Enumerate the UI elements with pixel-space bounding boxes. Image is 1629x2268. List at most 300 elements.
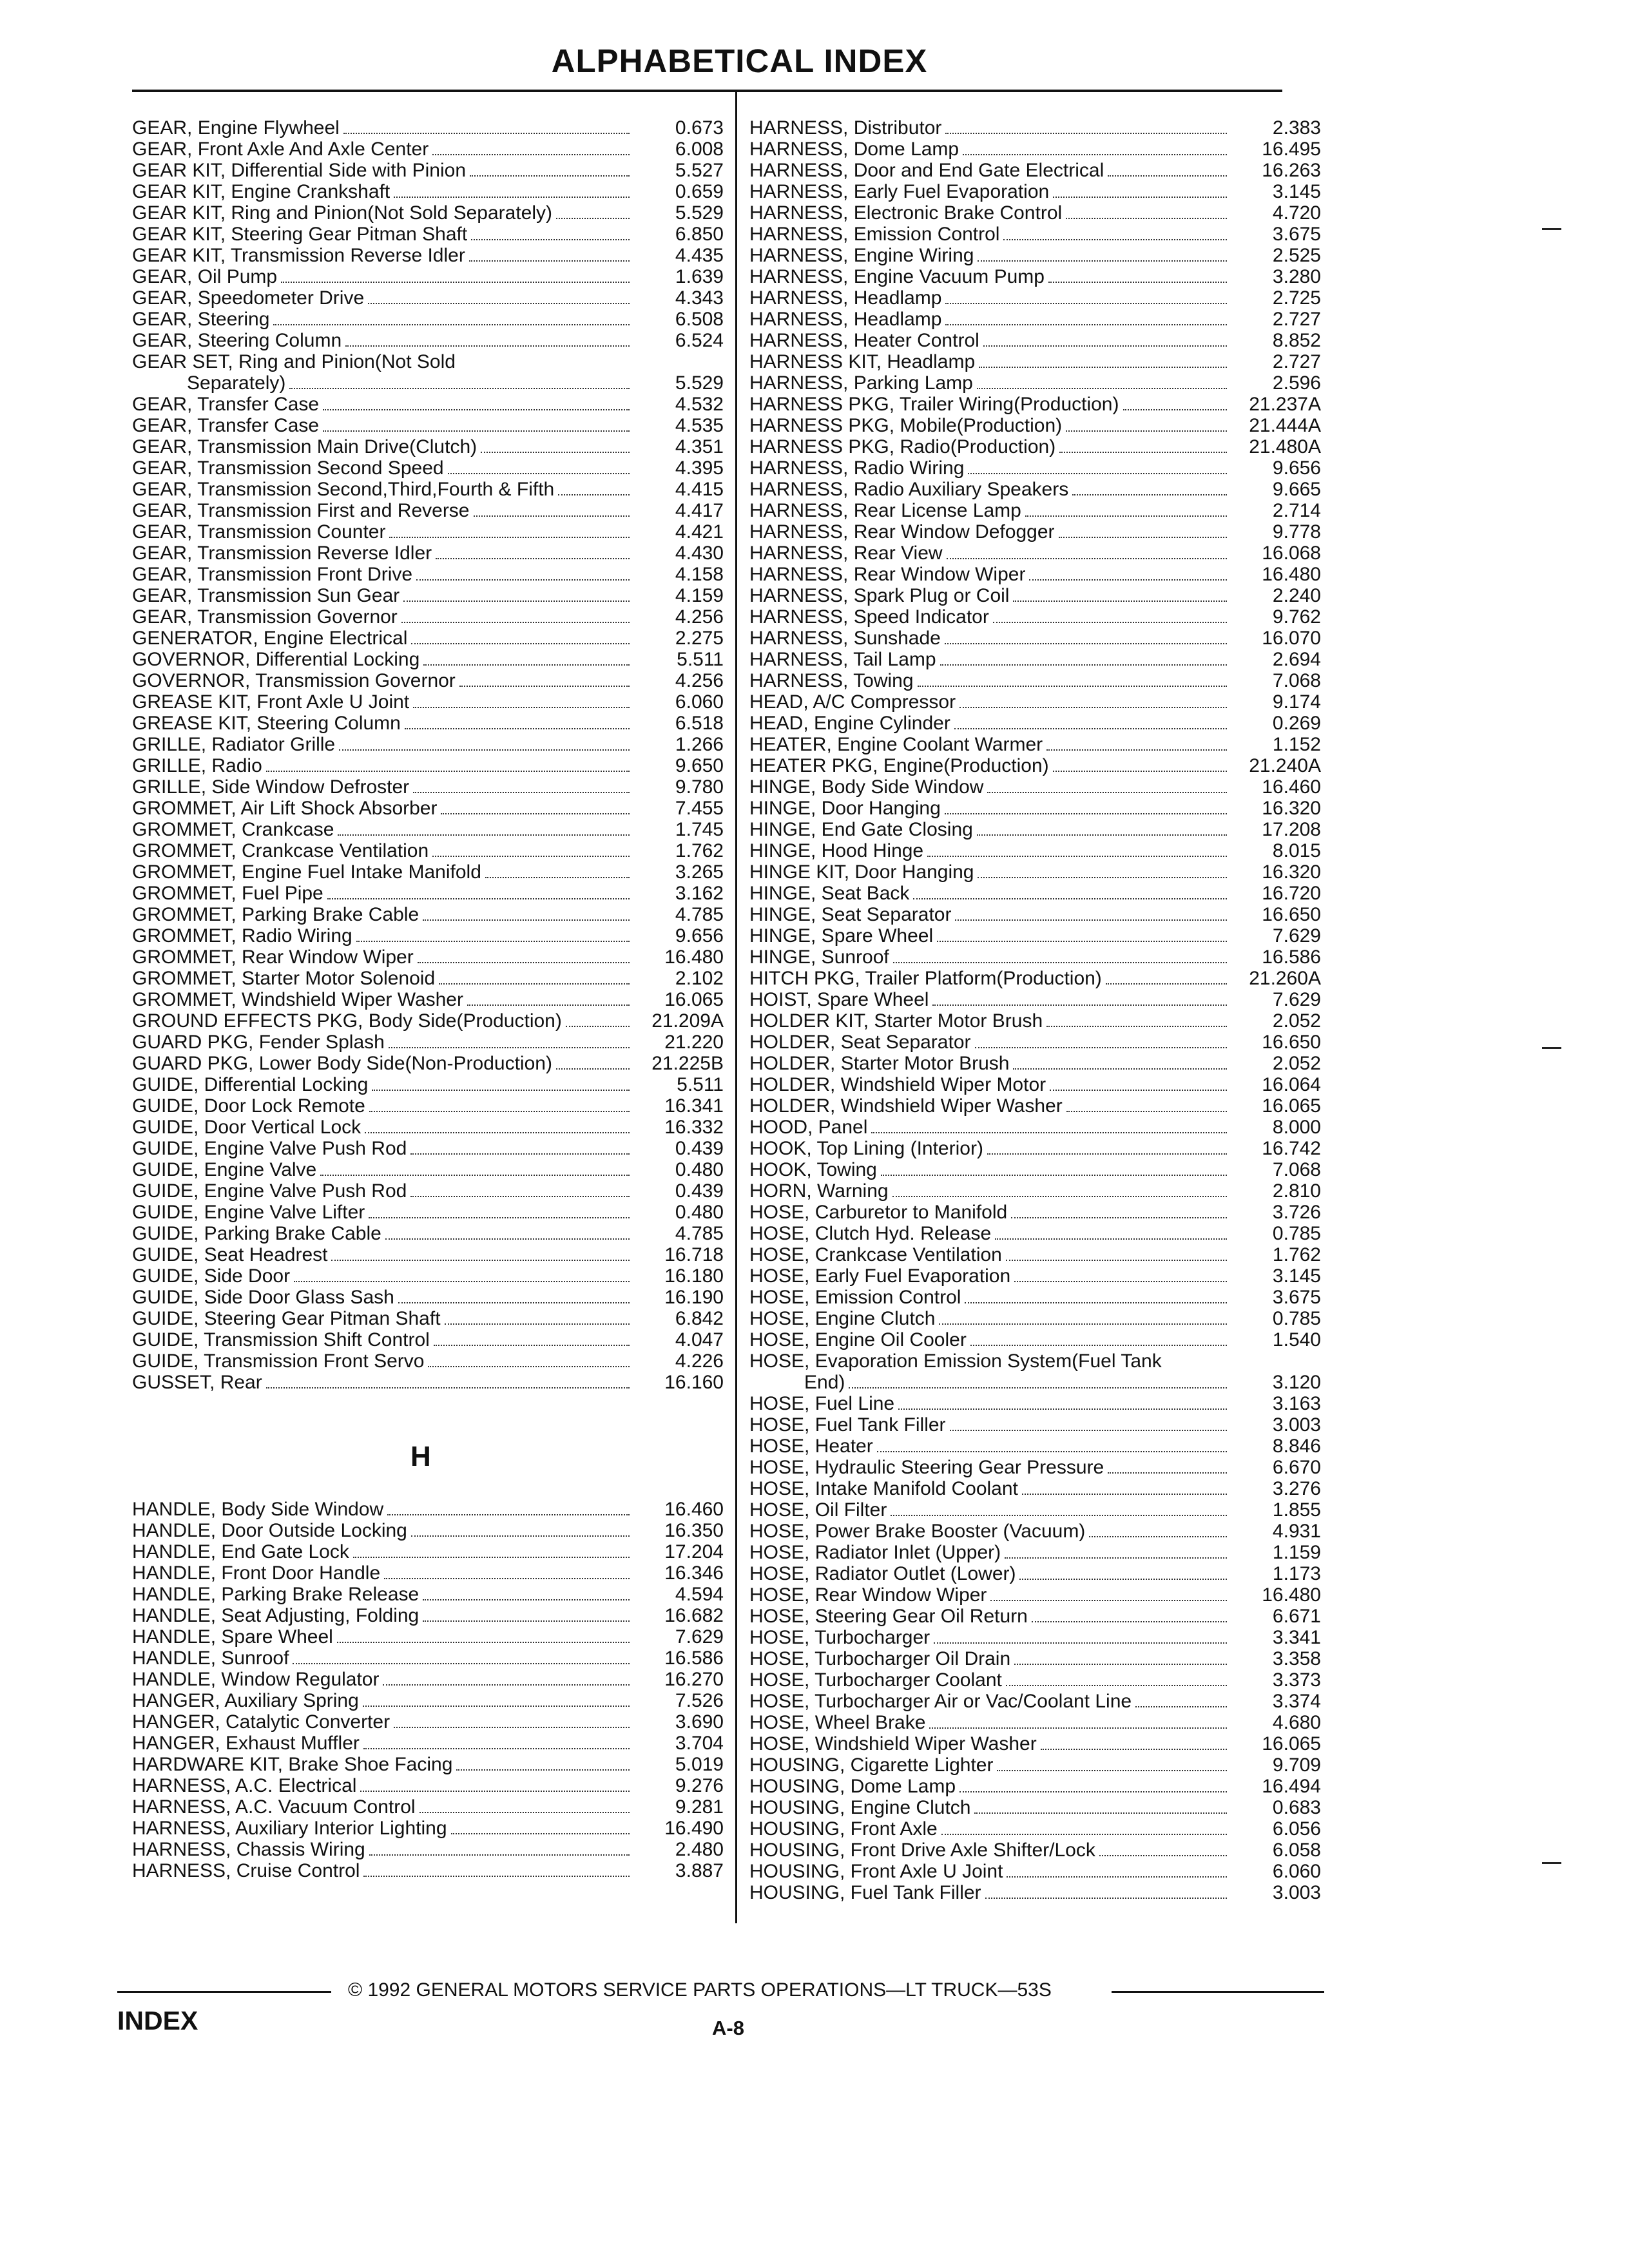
dot-leader (1066, 1111, 1227, 1112)
dot-leader (441, 813, 630, 814)
entry-page-number: 2.052 (1272, 1053, 1321, 1074)
entry-page-number: 5.529 (675, 202, 724, 224)
dot-leader (974, 1812, 1227, 1814)
entry-label: HARNESS, Radio Wiring (749, 457, 965, 479)
entry-label: HEAD, Engine Cylinder (749, 713, 950, 734)
entry-label: HARNESS, Cruise Control (132, 1860, 360, 1881)
entry-label: GUIDE, Seat Headrest (132, 1244, 328, 1265)
margin-tick-mark (1542, 1862, 1561, 1864)
dot-leader (1066, 218, 1227, 219)
dot-leader (293, 1663, 630, 1664)
entry-page-number: 0.480 (675, 1159, 724, 1180)
entry-label: HOSE, Power Brake Booster (Vacuum) (749, 1521, 1086, 1542)
entry-page-number: 2.694 (1272, 649, 1321, 670)
entry-label: HEATER PKG, Engine(Production) (749, 755, 1049, 776)
entry-label: HARNESS, Chassis Wiring (132, 1839, 365, 1860)
entry-label: HARNESS, A.C. Vacuum Control (132, 1796, 416, 1818)
dot-leader (1123, 409, 1228, 410)
entry-label: HANDLE, Door Outside Locking (132, 1520, 407, 1541)
dot-leader (405, 728, 630, 729)
dot-leader (365, 1132, 630, 1133)
index-entry (749, 564, 1321, 585)
index-entry (749, 117, 1321, 139)
entry-label: HARNESS, Distributor (749, 117, 942, 139)
index-entry (132, 287, 724, 309)
entry-label: GEAR, Transfer Case (132, 394, 320, 415)
entry-label: HINGE KIT, Door Hanging (749, 861, 974, 883)
entry-label: HINGE, Hood Hinge (749, 840, 924, 861)
entry-page-number: 9.780 (675, 776, 724, 798)
dot-leader (368, 303, 630, 304)
entry-label: GEAR, Steering Column (132, 330, 342, 351)
entry-label: GOVERNOR, Transmission Governor (132, 670, 456, 691)
dot-leader (416, 579, 630, 581)
entry-label: HARNESS, Engine Vacuum Pump (749, 266, 1045, 287)
dot-leader (266, 1387, 630, 1389)
index-entry (132, 309, 724, 330)
entry-page-number: 16.650 (1262, 904, 1321, 925)
entry-page-number: 2.727 (1272, 351, 1321, 372)
index-entry (132, 840, 724, 861)
index-entry (749, 755, 1321, 776)
entry-label: HOIST, Spare Wheel (749, 989, 929, 1010)
entry-page-number: 16.068 (1262, 543, 1321, 564)
dot-leader (339, 749, 630, 751)
dot-leader (995, 1238, 1227, 1240)
entry-page-number: 3.358 (1272, 1648, 1321, 1669)
entry-label: GREASE KIT, Steering Column (132, 713, 401, 734)
index-entry (132, 1839, 724, 1860)
index-entry (749, 1648, 1321, 1669)
dot-leader (385, 1238, 630, 1240)
dot-leader (977, 388, 1227, 389)
entry-label: GENERATOR, Engine Electrical (132, 628, 408, 649)
index-entry (749, 245, 1321, 266)
dot-leader (394, 1727, 630, 1728)
margin-tick-mark (1542, 1047, 1561, 1049)
entry-label: HINGE, Body Side Window (749, 776, 984, 798)
dot-leader (327, 898, 630, 899)
dot-leader (398, 1302, 630, 1303)
entry-page-number: 6.508 (675, 309, 724, 330)
entry-label: GUIDE, Transmission Shift Control (132, 1329, 430, 1350)
entry-page-number: 2.102 (675, 968, 724, 989)
entry-label: HARNESS, Radio Auxiliary Speakers (749, 479, 1069, 500)
entry-page-number: 8.015 (1272, 840, 1321, 861)
dot-leader (898, 1408, 1227, 1410)
entry-label: HOUSING, Cigarette Lighter (749, 1754, 994, 1776)
entry-label: HINGE, Door Hanging (749, 798, 941, 819)
entry-page-number: 16.494 (1262, 1776, 1321, 1797)
index-entry (749, 1095, 1321, 1117)
entry-page-number: 21.209A (651, 1010, 724, 1032)
entry-label: GROMMET, Crankcase (132, 819, 334, 840)
index-entry (749, 713, 1321, 734)
entry-page-number: 0.673 (675, 117, 724, 139)
index-entry (132, 1180, 724, 1202)
entry-page-number: 9.650 (675, 755, 724, 776)
dot-leader (955, 919, 1227, 921)
entry-label: HOLDER, Starter Motor Brush (749, 1053, 1010, 1074)
index-entry (749, 287, 1321, 309)
entry-page-number: 0.785 (1272, 1223, 1321, 1244)
dot-leader (877, 1451, 1227, 1452)
entry-label: HOSE, Oil Filter (749, 1499, 887, 1521)
entry-page-number: 3.003 (1272, 1414, 1321, 1436)
entry-page-number: 3.675 (1272, 224, 1321, 245)
entry-label: HARNESS PKG, Mobile(Production) (749, 415, 1063, 436)
dot-leader (1003, 239, 1227, 240)
entry-page-number: 16.650 (1262, 1032, 1321, 1053)
index-entry (132, 861, 724, 883)
dot-leader (977, 834, 1227, 836)
dot-leader (423, 919, 630, 921)
dot-leader (1072, 494, 1227, 495)
entry-label: HARNESS, Early Fuel Evaporation (749, 181, 1050, 202)
entry-page-number: 3.280 (1272, 266, 1321, 287)
entry-label: GUSSET, Rear (132, 1372, 262, 1393)
entry-page-number: 6.670 (1272, 1457, 1321, 1478)
entry-label: HOUSING, Dome Lamp (749, 1776, 956, 1797)
index-entry (132, 968, 724, 989)
index-entry (132, 628, 724, 649)
entry-page-number: 2.725 (1272, 287, 1321, 309)
entry-page-number: 4.256 (675, 670, 724, 691)
index-entry (749, 1223, 1321, 1244)
right-column (749, 117, 1321, 1903)
dot-leader (1014, 1281, 1227, 1282)
dot-leader (893, 962, 1227, 963)
entry-label: HOUSING, Engine Clutch (749, 1797, 971, 1818)
entry-page-number: 0.480 (675, 1202, 724, 1223)
entry-page-number: 2.240 (1272, 585, 1321, 606)
index-entry (132, 436, 724, 457)
index-entry (749, 606, 1321, 628)
entry-label: HOSE, Fuel Line (749, 1393, 895, 1414)
entry-label: HOUSING, Fuel Tank Filler (749, 1882, 981, 1903)
page-title: ALPHABETICAL INDEX (551, 43, 928, 79)
index-entry (132, 776, 724, 798)
index-entry (749, 925, 1321, 947)
entry-label: HANDLE, Parking Brake Release (132, 1584, 419, 1605)
entry-page-number: 7.068 (1272, 670, 1321, 691)
dot-leader (389, 537, 630, 538)
footer-section-label: INDEX (117, 2006, 198, 2035)
dot-leader (289, 388, 630, 389)
entry-label: GROMMET, Air Lift Shock Absorber (132, 798, 438, 819)
dot-leader (959, 707, 1227, 708)
entry-page-number: 7.068 (1272, 1159, 1321, 1180)
entry-page-number: 16.190 (664, 1287, 724, 1308)
entry-page-number: 1.762 (1272, 1244, 1321, 1265)
entry-page-number: 1.639 (675, 266, 724, 287)
dot-leader (360, 1791, 630, 1792)
dot-leader (389, 1047, 630, 1048)
dot-leader (413, 792, 630, 793)
entry-page-number: 16.586 (664, 1648, 724, 1669)
index-entry (132, 585, 724, 606)
index-entry (132, 564, 724, 585)
index-entry (749, 309, 1321, 330)
dot-leader (273, 324, 630, 325)
entry-label: HARNESS, Emission Control (749, 224, 1000, 245)
index-entry (132, 1287, 724, 1308)
entry-label: GROMMET, Parking Brake Cable (132, 904, 419, 925)
entry-label: HARNESS, Engine Wiring (749, 245, 974, 266)
entry-page-number: 9.174 (1272, 691, 1321, 713)
index-entry (132, 691, 724, 713)
entry-page-number: 7.629 (1272, 989, 1321, 1010)
index-entry (749, 1754, 1321, 1776)
entry-label: GEAR, Transmission Counter (132, 521, 386, 543)
dot-leader (1048, 282, 1227, 283)
index-entry (749, 1499, 1321, 1521)
dot-leader (451, 1833, 630, 1834)
entry-label: HOSE, Evaporation Emission System(Fuel Tank (749, 1350, 1162, 1372)
index-entry (749, 479, 1321, 500)
index-entry (749, 1818, 1321, 1840)
index-entry (132, 670, 724, 691)
entry-page-number: 1.152 (1272, 734, 1321, 755)
index-entry (749, 457, 1321, 479)
index-entry (749, 1478, 1321, 1499)
index-entry (132, 1372, 724, 1393)
entry-label: HARNESS, Headlamp (749, 287, 942, 309)
dot-leader (940, 664, 1227, 666)
entry-label: HINGE, Sunroof (749, 947, 889, 968)
entry-label: GUIDE, Door Lock Remote (132, 1095, 365, 1117)
index-entry (132, 734, 724, 755)
dot-leader (337, 1642, 630, 1643)
entry-page-number: 5.019 (675, 1754, 724, 1775)
index-entry (749, 1202, 1321, 1223)
index-entry (749, 500, 1321, 521)
dot-leader (448, 473, 630, 474)
index-entry (132, 1648, 724, 1669)
entry-label: GEAR, Oil Pump (132, 266, 278, 287)
dot-leader (323, 430, 630, 432)
entry-page-number: 16.742 (1262, 1138, 1321, 1159)
dot-leader (471, 239, 630, 240)
index-entry (749, 181, 1321, 202)
dot-leader (1050, 1090, 1227, 1091)
entry-page-number: 3.265 (675, 861, 724, 883)
index-entry (749, 861, 1321, 883)
index-entry (749, 1393, 1321, 1414)
index-entry (132, 1223, 724, 1244)
entry-page-number: 3.145 (1272, 1265, 1321, 1287)
dot-leader (983, 345, 1227, 347)
entry-label: GUIDE, Steering Gear Pitman Shaft (132, 1308, 441, 1329)
index-entry (749, 1287, 1321, 1308)
h-entry-list (132, 1499, 724, 1881)
entry-label: HOLDER KIT, Starter Motor Brush (749, 1010, 1043, 1032)
index-entry (132, 117, 724, 139)
entry-page-number: 3.162 (675, 883, 724, 904)
entry-page-number: 2.714 (1272, 500, 1321, 521)
entry-page-number: 16.480 (1262, 1584, 1321, 1606)
entry-page-number: 21.444A (1249, 415, 1321, 436)
entry-label: HINGE, Seat Separator (749, 904, 952, 925)
index-entry (132, 1541, 724, 1562)
entry-page-number: 16.682 (664, 1605, 724, 1626)
dot-leader (331, 1260, 630, 1261)
index-entry (749, 798, 1321, 819)
entry-label: GROUND EFFECTS PKG, Body Side(Production) (132, 1010, 562, 1032)
entry-label: GEAR, Transmission Second Speed (132, 457, 444, 479)
dot-leader (403, 601, 630, 602)
index-entry (749, 904, 1321, 925)
index-entry (749, 436, 1321, 457)
dot-leader (445, 1323, 630, 1325)
entry-page-number: 16.065 (664, 989, 724, 1010)
entry-label: GEAR, Speedometer Drive (132, 287, 365, 309)
entry-page-number: 16.720 (1262, 883, 1321, 904)
entry-page-number: 16.490 (664, 1818, 724, 1839)
entry-label: GROMMET, Rear Window Wiper (132, 947, 414, 968)
index-entry (749, 1308, 1321, 1329)
dot-leader (892, 1196, 1227, 1197)
entry-label: HARNESS, Electronic Brake Control (749, 202, 1063, 224)
dot-leader (469, 260, 630, 262)
entry-page-number: 8.846 (1272, 1436, 1321, 1457)
entry-label: HARNESS, Sunshade (749, 628, 941, 649)
index-entry (749, 1797, 1321, 1818)
index-entry (749, 1180, 1321, 1202)
index-entry (749, 1627, 1321, 1648)
dot-leader (1099, 1855, 1227, 1856)
entry-page-number: 4.785 (675, 1223, 724, 1244)
index-entry (132, 1032, 724, 1053)
section-gap (132, 1393, 724, 1414)
entry-page-number: 1.159 (1272, 1542, 1321, 1563)
index-entry (132, 181, 724, 202)
entry-page-number: 16.065 (1262, 1095, 1321, 1117)
index-entry (132, 1499, 724, 1520)
dot-leader (963, 154, 1227, 155)
dot-leader (1019, 1579, 1227, 1580)
entry-page-number: 0.439 (675, 1138, 724, 1159)
entry-page-number: 5.527 (675, 160, 724, 181)
dot-leader (384, 1578, 630, 1579)
entry-page-number: 21.260A (1249, 968, 1321, 989)
entry-label: HOLDER, Seat Separator (749, 1032, 971, 1053)
entry-page-number: 4.720 (1272, 202, 1321, 224)
entry-label: GUIDE, Engine Valve Lifter (132, 1202, 365, 1223)
entry-label: GEAR, Transmission Governor (132, 606, 398, 628)
entry-page-number: 16.460 (1262, 776, 1321, 798)
entry-page-number: 4.415 (675, 479, 724, 500)
entry-label: HOSE, Crankcase Ventilation (749, 1244, 1002, 1265)
entry-page-number: 21.220 (664, 1032, 724, 1053)
index-entry (132, 521, 724, 543)
entry-label: GEAR, Engine Flywheel (132, 117, 340, 139)
dot-leader (372, 1090, 630, 1091)
index-entry (749, 1436, 1321, 1457)
entry-page-number: 6.671 (1272, 1606, 1321, 1627)
dot-leader (423, 1599, 630, 1600)
dot-leader (363, 1748, 630, 1749)
entry-page-number: 16.320 (1262, 861, 1321, 883)
entry-label: HOOD, Panel (749, 1117, 868, 1138)
dot-leader (1046, 1026, 1227, 1027)
entry-label: GEAR KIT, Steering Gear Pitman Shaft (132, 224, 468, 245)
dot-leader (294, 1281, 630, 1282)
entry-label: HARNESS, Rear View (749, 543, 943, 564)
dot-leader (849, 1387, 1227, 1389)
dot-leader (1041, 1749, 1227, 1750)
dot-leader (1029, 579, 1227, 581)
entry-label: HARNESS, Spark Plug or Coil (749, 585, 1010, 606)
entry-page-number: 1.540 (1272, 1329, 1321, 1350)
dot-leader (945, 133, 1227, 134)
dot-leader (1013, 1068, 1227, 1070)
index-entry (749, 330, 1321, 351)
entry-label: HARNESS, Parking Lamp (749, 372, 973, 394)
index-entry (749, 521, 1321, 543)
entry-label: HOSE, Turbocharger Coolant (749, 1669, 1002, 1691)
dot-leader (1011, 1217, 1227, 1218)
entry-page-number: 16.350 (664, 1520, 724, 1541)
entry-label: GUARD PKG, Fender Splash (132, 1032, 385, 1053)
entry-page-number: 16.332 (664, 1117, 724, 1138)
entry-page-number: 21.225B (651, 1053, 724, 1074)
index-entry (749, 1584, 1321, 1606)
index-entry (749, 266, 1321, 287)
index-entry (749, 883, 1321, 904)
dot-leader (353, 1557, 630, 1558)
index-entry (132, 1796, 724, 1818)
dot-leader (434, 1345, 630, 1346)
index-entry (132, 330, 724, 351)
entry-label: HARNESS, Rear Window Defogger (749, 521, 1055, 543)
dot-leader (1108, 175, 1227, 177)
index-entry (132, 160, 724, 181)
index-entry (749, 1350, 1321, 1372)
entry-label: GOVERNOR, Differential Locking (132, 649, 420, 670)
dot-leader (266, 771, 630, 772)
entry-page-number: 9.762 (1272, 606, 1321, 628)
dot-leader (338, 834, 630, 836)
dot-leader (281, 282, 630, 283)
index-entry (749, 1542, 1321, 1563)
entry-page-number: 0.659 (675, 181, 724, 202)
dot-leader (439, 983, 630, 985)
entry-label: HOSE, Radiator Outlet (Lower) (749, 1563, 1016, 1584)
entry-page-number: 9.665 (1272, 479, 1321, 500)
entry-label: HOLDER, Windshield Wiper Washer (749, 1095, 1063, 1117)
index-entry (749, 1776, 1321, 1797)
index-entry (132, 1244, 724, 1265)
entry-page-number: 6.850 (675, 224, 724, 245)
dot-leader (881, 1175, 1227, 1176)
index-entry (749, 1712, 1321, 1733)
entry-page-number: 3.145 (1272, 181, 1321, 202)
entry-label: GEAR, Transmission Second,Third,Fourth & Fifth (132, 479, 555, 500)
dot-leader (345, 345, 630, 347)
dot-leader (428, 1366, 630, 1367)
entry-page-number: 3.887 (675, 1860, 724, 1881)
index-entry (749, 1521, 1321, 1542)
entry-page-number: 9.656 (675, 925, 724, 947)
index-entry (132, 1074, 724, 1095)
dot-leader (1059, 452, 1227, 453)
entry-label: HITCH PKG, Trailer Platform(Production) (749, 968, 1102, 989)
dot-leader (1108, 1472, 1227, 1474)
dot-leader (1053, 771, 1227, 772)
dot-leader (950, 1430, 1227, 1431)
entry-label: GEAR, Transmission Main Drive(Clutch) (132, 436, 477, 457)
